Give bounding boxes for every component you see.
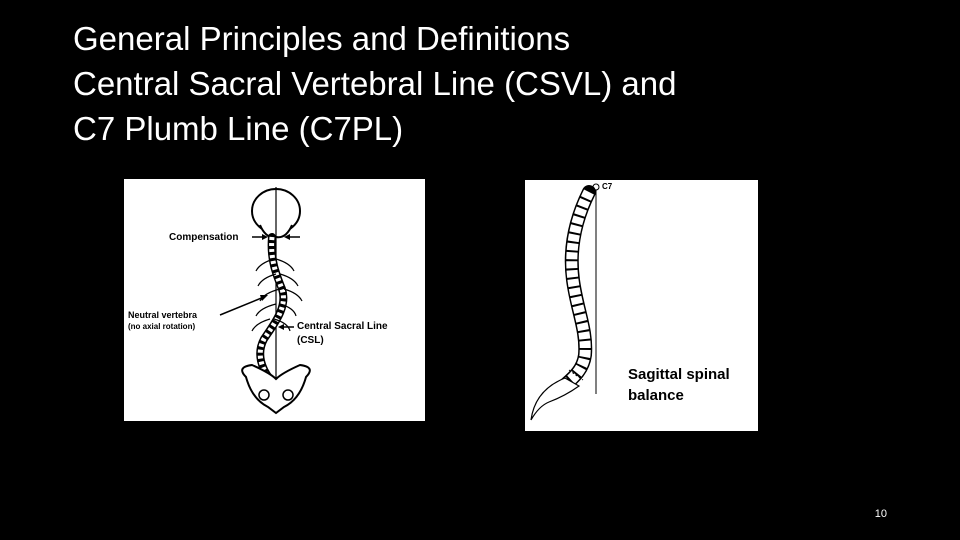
sagittal-spine-figure xyxy=(525,180,758,431)
title-line-2: Central Sacral Vertebral Line (CSVL) and xyxy=(73,65,677,102)
slide-number: 10 xyxy=(874,508,887,520)
sagittal-label-line2: balance xyxy=(628,387,684,404)
title-line-3: C7 Plumb Line (C7PL) xyxy=(73,110,404,147)
neutral-vertebra-label: Neutral vertebra xyxy=(128,310,198,320)
central-sacral-line-label: Central Sacral Line xyxy=(297,321,388,332)
sacrum xyxy=(531,378,579,420)
no-axial-rotation-label: (no axial rotation) xyxy=(128,322,196,331)
title-line-1: General Principles and Definitions xyxy=(73,20,571,57)
coronal-spine-figure xyxy=(124,179,425,421)
sagittal-label-line1: Sagittal spinal xyxy=(628,366,730,383)
c7-label: C7 xyxy=(602,182,613,191)
coronal-spine-illustration xyxy=(124,179,425,421)
csl-label: (CSL) xyxy=(297,335,324,346)
compensation-label: Compensation xyxy=(169,232,239,243)
slide-title xyxy=(73,16,893,151)
neutral-vertebra-arrow xyxy=(220,297,264,315)
